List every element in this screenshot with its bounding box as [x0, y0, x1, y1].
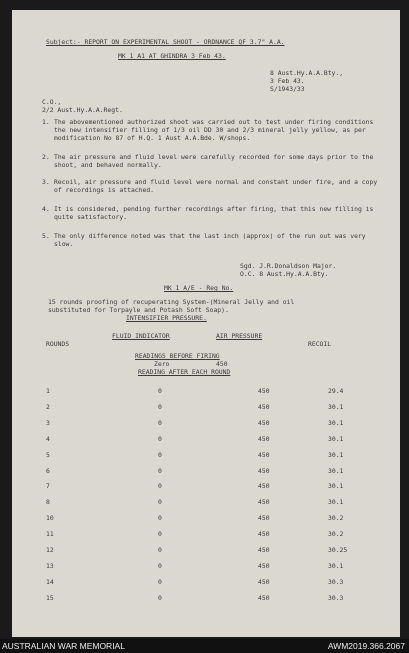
fluid-cell: 0 — [158, 530, 162, 539]
paragraph-number: 5. — [42, 232, 50, 240]
signature-name: Sgd. J.R.Donaldson Major. — [240, 262, 337, 270]
air-pressure-cell: 450 — [258, 402, 270, 411]
air-pressure-cell: 450 — [258, 434, 270, 443]
fluid-cell: 0 — [158, 387, 162, 395]
fluid-cell: 0 — [158, 514, 162, 523]
table-row — [12, 403, 400, 412]
air-pressure-cell: 450 — [258, 498, 270, 507]
table-row — [12, 387, 400, 396]
table-row — [12, 451, 400, 460]
table-row — [12, 482, 400, 491]
document-page — [12, 10, 400, 637]
paragraph-number: 2. — [42, 153, 50, 161]
round-cell: 6 — [46, 466, 50, 475]
air-pressure-cell: 450 — [258, 418, 270, 427]
paragraph-number: 1. — [42, 118, 50, 126]
air-pressure-cell: 450 — [258, 514, 270, 523]
table-row — [12, 546, 400, 555]
air-pressure-cell: 450 — [258, 450, 270, 459]
air-pressure-cell: 450 — [258, 387, 270, 395]
section-heading: MK 1 A/E - Reg No. — [164, 284, 234, 292]
column-header-air: AIR PRESSURE — [216, 332, 263, 340]
fluid-cell: 0 — [158, 418, 162, 427]
round-cell: 11 — [46, 530, 54, 539]
mk-line: MK 1 A1 AT GHINDRA 3 Feb 43. — [118, 52, 226, 60]
table-row — [12, 498, 400, 507]
column-header-fluid: FLUID INDICATOR — [112, 332, 170, 340]
section-subheading: INTENSIFIER PRESSURE. — [126, 314, 207, 322]
recoil-cell: 29.4 — [328, 387, 344, 395]
round-cell: 7 — [46, 482, 50, 491]
table-row — [12, 578, 400, 587]
letter-date: 3 Feb 43. — [270, 77, 305, 85]
paragraph-number: 4. — [42, 205, 50, 213]
recoil-cell: 30.1 — [328, 466, 344, 475]
round-cell: 2 — [46, 402, 50, 411]
unit-name: 8 Aust.Hy.A.A.Bty., — [270, 69, 344, 77]
section-description-1: 15 rounds proofing of recuperating System-(Mineral Jelly and oil — [48, 298, 295, 306]
round-cell: 4 — [46, 434, 50, 443]
air-pressure-cell: 450 — [258, 546, 270, 554]
fluid-cell: 0 — [158, 402, 162, 411]
air-pressure-cell: 450 — [258, 577, 270, 586]
reference-number: S/1943/33 — [270, 85, 305, 93]
fluid-cell: 0 — [158, 593, 162, 602]
recoil-cell: 30.3 — [328, 577, 344, 586]
recoil-cell: 30.1 — [328, 418, 344, 427]
air-pressure-cell: 450 — [258, 530, 270, 539]
table-row — [12, 594, 400, 603]
table-row — [12, 530, 400, 539]
paragraph-3 — [42, 178, 382, 194]
round-cell: 10 — [46, 514, 54, 523]
before-firing-air: 450 — [216, 360, 228, 368]
archive-name: AUSTRALIAN WAR MEMORIAL — [2, 641, 125, 651]
recoil-cell: 30.1 — [328, 450, 344, 459]
before-firing-label: READINGS BEFORE FIRING — [135, 352, 220, 360]
fluid-cell: 0 — [158, 450, 162, 459]
recoil-cell: 30.1 — [328, 561, 344, 570]
signature-title: O.C. 8 Aust.Hy.A.A.Bty. — [240, 270, 329, 278]
recoil-cell: 30.1 — [328, 482, 344, 491]
round-cell: 15 — [46, 593, 54, 602]
fluid-cell: 0 — [158, 546, 162, 554]
recoil-cell: 30.25 — [328, 546, 348, 554]
recoil-cell: 30.3 — [328, 593, 344, 602]
air-pressure-cell: 450 — [258, 561, 270, 570]
column-header-rounds: ROUNDS — [46, 340, 70, 348]
paragraph-text: The air pressure and fluid level were carefully recorded for some days prior to the shoot, and behaved normally. — [54, 153, 374, 170]
table-row — [12, 562, 400, 571]
paragraph-number: 3. — [42, 178, 50, 186]
table-row — [12, 467, 400, 476]
round-cell: 3 — [46, 418, 50, 427]
fluid-cell: 0 — [158, 498, 162, 507]
fluid-cell: 0 — [158, 577, 162, 586]
paragraph-4 — [42, 205, 382, 221]
section-description-2: substituted for Torpayle and Potash Soft Soap). — [48, 306, 229, 314]
recoil-cell: 30.1 — [328, 402, 344, 411]
fluid-cell: 0 — [158, 561, 162, 570]
archive-id: AWM2019.366.2067 — [327, 641, 405, 651]
paragraph-5 — [42, 232, 382, 248]
air-pressure-cell: 450 — [258, 482, 270, 491]
paragraph-1 — [42, 118, 382, 143]
paragraph-text: The abovementioned authorized shoot was carried out to test under firing conditions the new intensifier filling of 1/3 oil DD 30 and 2/3 mineral jelly yellow, as per modification No 87 of H.Q. 1 Aust A.A.Bde. W/shops. — [54, 118, 374, 143]
round-cell: 12 — [46, 546, 54, 554]
round-cell: 8 — [46, 498, 50, 507]
table-row — [12, 435, 400, 444]
air-pressure-cell: 450 — [258, 593, 270, 602]
recoil-cell: 30.1 — [328, 434, 344, 443]
fluid-cell: 0 — [158, 466, 162, 475]
column-header-recoil: RECOIL — [308, 340, 332, 348]
paragraph-2 — [42, 153, 382, 169]
table-row — [12, 419, 400, 428]
round-cell: 13 — [46, 561, 54, 570]
addressee-line-1: C.O., — [42, 98, 62, 106]
recoil-cell: 30.1 — [328, 498, 344, 507]
after-round-label: READING AFTER EACH ROUND — [138, 368, 231, 376]
paragraph-text: The only difference noted was that the last inch (approx) of the run out was very slow. — [54, 232, 366, 249]
air-pressure-cell: 450 — [258, 466, 270, 475]
fluid-cell: 0 — [158, 434, 162, 443]
round-cell: 5 — [46, 450, 50, 459]
round-cell: 1 — [46, 387, 50, 395]
fluid-cell: 0 — [158, 482, 162, 491]
round-cell: 14 — [46, 577, 54, 586]
paragraph-text: Recoil, air pressure and fluid level were normal and constant under fire, and a copy of recordings is attached. — [54, 178, 378, 195]
before-firing-fluid: Zero — [154, 360, 170, 368]
addressee-line-2: 2/2 Aust.Hy.A.A.Regt. — [42, 106, 123, 114]
recoil-cell: 30.2 — [328, 530, 344, 539]
table-row — [12, 514, 400, 523]
subject-line: Subject:- REPORT ON EXPERIMENTAL SHOOT - ORDNANCE QF 3.7" A.A. — [46, 38, 285, 46]
paragraph-text: It is considered, pending further recordings after firing, that this new filling is quite satisfactory. — [54, 205, 374, 222]
archive-footer — [0, 639, 409, 653]
recoil-cell: 30.2 — [328, 514, 344, 523]
